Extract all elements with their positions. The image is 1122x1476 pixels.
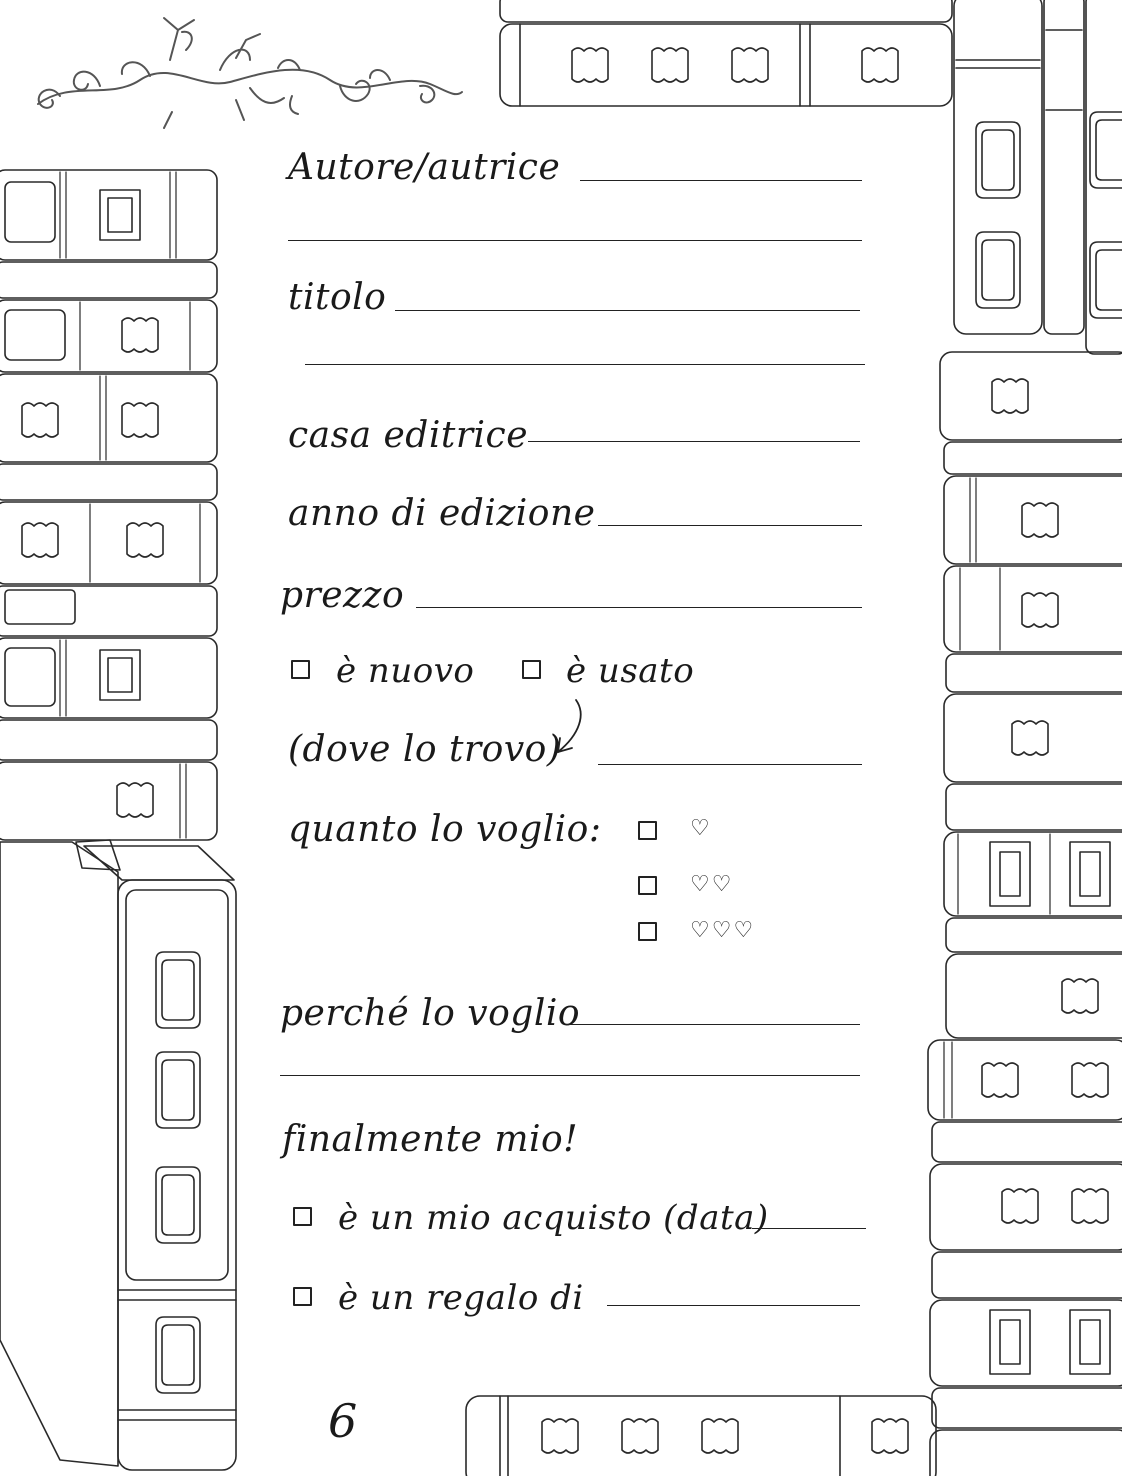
- right-vertical-books: [954, 0, 1122, 354]
- page-number: 6: [328, 1394, 358, 1448]
- left-book-stack: [0, 170, 217, 840]
- price-line[interactable]: [416, 607, 862, 608]
- title-line-2[interactable]: [305, 364, 865, 365]
- new-checkbox[interactable]: [291, 660, 310, 679]
- why-line-1[interactable]: [566, 1024, 860, 1025]
- title-line-1[interactable]: [395, 310, 860, 311]
- vine-ornament: [38, 18, 462, 128]
- publisher-label: casa editrice: [288, 415, 529, 456]
- gift-label: è un regalo di: [338, 1278, 584, 1318]
- price-label: prezzo: [280, 575, 405, 616]
- top-book-stack: [500, 0, 952, 106]
- left-tall-books: [0, 840, 236, 1470]
- desire-checkbox-1[interactable]: [638, 821, 657, 840]
- why-label: perché lo voglio: [280, 993, 581, 1034]
- purchase-label: è un mio acquisto (data): [338, 1198, 769, 1238]
- purchase-line[interactable]: [752, 1228, 866, 1229]
- why-line-2[interactable]: [280, 1075, 860, 1076]
- author-line-1[interactable]: [580, 180, 862, 181]
- new-label: è nuovo: [336, 651, 475, 691]
- gift-checkbox[interactable]: [293, 1287, 312, 1306]
- publisher-line[interactable]: [528, 441, 860, 442]
- desire-checkbox-3[interactable]: [638, 922, 657, 941]
- gift-line[interactable]: [607, 1305, 860, 1306]
- year-label: anno di edizione: [288, 493, 596, 534]
- owned-label: finalmente mio!: [282, 1119, 579, 1160]
- desire-hearts-1: ♡: [690, 816, 712, 841]
- author-label: Autore/autrice: [288, 147, 561, 188]
- used-checkbox[interactable]: [522, 660, 541, 679]
- desire-label: quanto lo voglio:: [288, 809, 602, 850]
- author-line-2[interactable]: [288, 240, 862, 241]
- purchase-checkbox[interactable]: [293, 1207, 312, 1226]
- year-line[interactable]: [598, 525, 862, 526]
- desire-hearts-2: ♡♡: [690, 872, 734, 897]
- where-label: (dove lo trovo): [288, 729, 562, 770]
- used-label: è usato: [566, 651, 695, 691]
- desire-hearts-3: ♡♡♡: [690, 918, 756, 943]
- title-label: titolo: [288, 277, 387, 318]
- right-book-stack: [928, 352, 1122, 1476]
- desire-checkbox-2[interactable]: [638, 876, 657, 895]
- where-line[interactable]: [598, 764, 862, 765]
- arrow-icon: [552, 696, 592, 762]
- bottom-book: [466, 1396, 936, 1476]
